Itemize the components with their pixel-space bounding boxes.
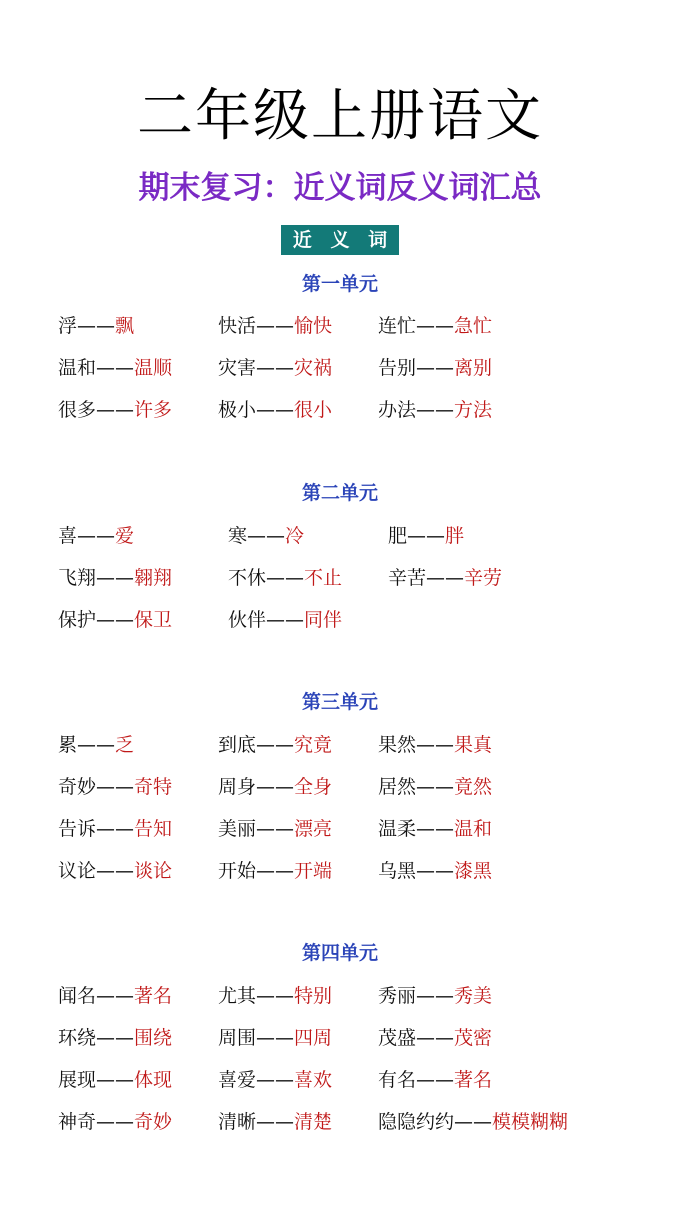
word: 环绕 xyxy=(58,1027,97,1049)
synonym: 同伴 xyxy=(304,609,343,631)
page-title: 二年级上册语文 xyxy=(137,84,543,149)
word: 很多 xyxy=(58,399,97,421)
dash: —— xyxy=(416,1027,455,1049)
dash: —— xyxy=(256,860,295,882)
synonym-pair xyxy=(218,814,332,844)
synonym-pair xyxy=(218,395,332,425)
synonym: 特别 xyxy=(294,985,333,1007)
synonym-pair xyxy=(388,521,464,551)
synonym: 胖 xyxy=(445,525,465,547)
dash: —— xyxy=(416,985,455,1007)
synonym-row xyxy=(0,605,680,635)
dash: —— xyxy=(266,567,305,589)
synonym-row xyxy=(0,353,680,383)
word: 清晰 xyxy=(218,1111,257,1133)
word: 温和 xyxy=(58,357,97,379)
word: 飞翔 xyxy=(58,567,97,589)
dash: —— xyxy=(96,609,135,631)
synonym: 漂亮 xyxy=(294,818,333,840)
word: 周身 xyxy=(218,776,257,798)
synonym-pair xyxy=(378,395,492,425)
word: 乌黑 xyxy=(378,860,417,882)
synonym-pair xyxy=(58,1023,172,1053)
synonym: 四周 xyxy=(294,1027,333,1049)
synonym: 究竟 xyxy=(294,734,333,756)
synonym-row xyxy=(0,521,680,551)
synonym-pair xyxy=(218,981,332,1011)
dash: —— xyxy=(256,818,295,840)
word: 极小 xyxy=(218,399,257,421)
dash: —— xyxy=(96,860,135,882)
dash: —— xyxy=(416,1069,455,1091)
word: 茂盛 xyxy=(378,1027,417,1049)
dash: —— xyxy=(256,1027,295,1049)
synonym-row xyxy=(0,814,680,844)
synonym: 很小 xyxy=(294,399,333,421)
synonym-pair xyxy=(218,772,332,802)
word: 温柔 xyxy=(378,818,417,840)
synonym-pair xyxy=(58,353,172,383)
dash: —— xyxy=(416,818,455,840)
synonym-pair xyxy=(58,772,172,802)
word: 尤其 xyxy=(218,985,257,1007)
synonym-pair xyxy=(218,1065,332,1095)
synonym: 奇妙 xyxy=(134,1111,173,1133)
dash: —— xyxy=(77,525,116,547)
synonym-pair xyxy=(388,563,502,593)
unit-title: 第一单元 xyxy=(301,273,378,295)
dash: —— xyxy=(96,818,135,840)
word: 隐隐约约 xyxy=(378,1111,455,1133)
dash: —— xyxy=(96,776,135,798)
unit-title: 第二单元 xyxy=(301,482,378,504)
synonym-pair xyxy=(228,563,342,593)
synonym: 告知 xyxy=(134,818,173,840)
dash: —— xyxy=(426,567,465,589)
dash: —— xyxy=(256,734,295,756)
synonym-row xyxy=(0,981,680,1011)
synonym-pair xyxy=(58,814,172,844)
synonym-pair xyxy=(218,730,332,760)
dash: —— xyxy=(256,399,295,421)
synonym: 秀美 xyxy=(454,985,493,1007)
word: 奇妙 xyxy=(58,776,97,798)
word: 神奇 xyxy=(58,1111,97,1133)
synonym-pair xyxy=(378,814,492,844)
synonym: 冷 xyxy=(285,525,305,547)
dash: —— xyxy=(256,985,295,1007)
synonym: 开端 xyxy=(294,860,333,882)
synonym: 灾祸 xyxy=(294,357,333,379)
synonym-pair xyxy=(378,772,492,802)
dash: —— xyxy=(77,315,116,337)
word: 保护 xyxy=(58,609,97,631)
section-tag-wrap xyxy=(0,225,680,255)
dash: —— xyxy=(416,399,455,421)
synonym: 茂密 xyxy=(454,1027,493,1049)
synonym-pair xyxy=(218,1023,332,1053)
synonym-pair xyxy=(378,856,492,886)
synonym-pair xyxy=(218,1107,332,1137)
word: 秀丽 xyxy=(378,985,417,1007)
dash: —— xyxy=(96,567,135,589)
synonym-pair xyxy=(58,395,172,425)
dash: —— xyxy=(256,315,295,337)
word: 周围 xyxy=(218,1027,257,1049)
synonym: 离别 xyxy=(454,357,493,379)
synonym-pair xyxy=(228,521,304,551)
dash: —— xyxy=(256,357,295,379)
word: 连忙 xyxy=(378,315,417,337)
synonym-row xyxy=(0,1023,680,1053)
word: 辛苦 xyxy=(388,567,427,589)
word: 果然 xyxy=(378,734,417,756)
dash: —— xyxy=(416,734,455,756)
synonym: 乏 xyxy=(115,734,135,756)
synonym-pair xyxy=(228,605,342,635)
synonym-pair xyxy=(218,311,332,341)
synonym: 著名 xyxy=(454,1069,493,1091)
unit-title: 第四单元 xyxy=(301,942,378,964)
word: 寒 xyxy=(228,525,248,547)
synonym: 辛劳 xyxy=(464,567,503,589)
synonym: 漆黑 xyxy=(454,860,493,882)
unit-title: 第三单元 xyxy=(301,691,378,713)
word: 闻名 xyxy=(58,985,97,1007)
synonym-row xyxy=(0,311,680,341)
synonym: 不止 xyxy=(304,567,343,589)
word: 议论 xyxy=(58,860,97,882)
dash: —— xyxy=(256,776,295,798)
word: 到底 xyxy=(218,734,257,756)
dash: —— xyxy=(247,525,286,547)
section-tag: 近 义 词 xyxy=(281,225,399,255)
synonym: 保卫 xyxy=(134,609,173,631)
synonym: 果真 xyxy=(454,734,493,756)
word: 不休 xyxy=(228,567,267,589)
synonym-pair xyxy=(378,1065,492,1095)
word: 灾害 xyxy=(218,357,257,379)
synonym-pair xyxy=(58,521,134,551)
synonym: 围绕 xyxy=(134,1027,173,1049)
synonym-pair xyxy=(58,563,172,593)
word: 居然 xyxy=(378,776,417,798)
synonym-pair xyxy=(58,856,172,886)
dash: —— xyxy=(407,525,446,547)
synonym-pair xyxy=(58,1065,172,1095)
word: 伙伴 xyxy=(228,609,267,631)
dash: —— xyxy=(416,315,455,337)
word: 喜 xyxy=(58,525,78,547)
dash: —— xyxy=(256,1111,295,1133)
word: 展现 xyxy=(58,1069,97,1091)
synonym-row xyxy=(0,772,680,802)
word: 告诉 xyxy=(58,818,97,840)
synonym: 温顺 xyxy=(134,357,173,379)
word: 美丽 xyxy=(218,818,257,840)
dash: —— xyxy=(96,985,135,1007)
word: 浮 xyxy=(58,315,78,337)
synonym-row xyxy=(0,730,680,760)
synonym-pair xyxy=(58,1107,172,1137)
dash: —— xyxy=(96,1069,135,1091)
synonym-pair xyxy=(58,730,134,760)
synonym-row xyxy=(0,1065,680,1095)
synonym-row xyxy=(0,563,680,593)
synonym-pair xyxy=(378,353,492,383)
synonym: 温和 xyxy=(454,818,493,840)
synonym-row xyxy=(0,395,680,425)
synonym: 爱 xyxy=(115,525,135,547)
synonym: 谈论 xyxy=(134,860,173,882)
dash: —— xyxy=(96,1027,135,1049)
synonym: 体现 xyxy=(134,1069,173,1091)
synonym: 喜欢 xyxy=(294,1069,333,1091)
synonym: 清楚 xyxy=(294,1111,333,1133)
word: 开始 xyxy=(218,860,257,882)
dash: —— xyxy=(96,1111,135,1133)
synonym-pair xyxy=(378,730,492,760)
synonym: 方法 xyxy=(454,399,493,421)
synonym-pair xyxy=(378,981,492,1011)
word: 有名 xyxy=(378,1069,417,1091)
synonym-pair xyxy=(58,605,172,635)
word: 累 xyxy=(58,734,78,756)
synonym: 竟然 xyxy=(454,776,493,798)
synonym-pair xyxy=(378,311,492,341)
synonym: 全身 xyxy=(294,776,333,798)
dash: —— xyxy=(96,399,135,421)
dash: —— xyxy=(96,357,135,379)
dash: —— xyxy=(77,734,116,756)
word: 告别 xyxy=(378,357,417,379)
synonym-pair xyxy=(378,1023,492,1053)
word: 快活 xyxy=(218,315,257,337)
synonym: 愉快 xyxy=(294,315,333,337)
synonym-pair xyxy=(378,1107,568,1137)
synonym-pair xyxy=(218,353,332,383)
synonym-row xyxy=(0,1107,680,1137)
synonym: 飘 xyxy=(115,315,135,337)
synonym: 奇特 xyxy=(134,776,173,798)
word: 喜爱 xyxy=(218,1069,257,1091)
synonym: 著名 xyxy=(134,985,173,1007)
word: 肥 xyxy=(388,525,408,547)
synonym-pair xyxy=(58,311,134,341)
synonym: 翱翔 xyxy=(134,567,173,589)
dash: —— xyxy=(266,609,305,631)
synonym: 急忙 xyxy=(454,315,493,337)
page-subtitle: 期末复习：近义词反义词汇总 xyxy=(138,170,542,206)
synonym-row xyxy=(0,856,680,886)
dash: —— xyxy=(416,776,455,798)
synonym: 许多 xyxy=(134,399,173,421)
synonym: 模模糊糊 xyxy=(492,1111,569,1133)
dash: —— xyxy=(416,357,455,379)
dash: —— xyxy=(454,1111,493,1133)
synonym-pair xyxy=(58,981,172,1011)
synonym-pair xyxy=(218,856,332,886)
word: 办法 xyxy=(378,399,417,421)
dash: —— xyxy=(256,1069,295,1091)
dash: —— xyxy=(416,860,455,882)
